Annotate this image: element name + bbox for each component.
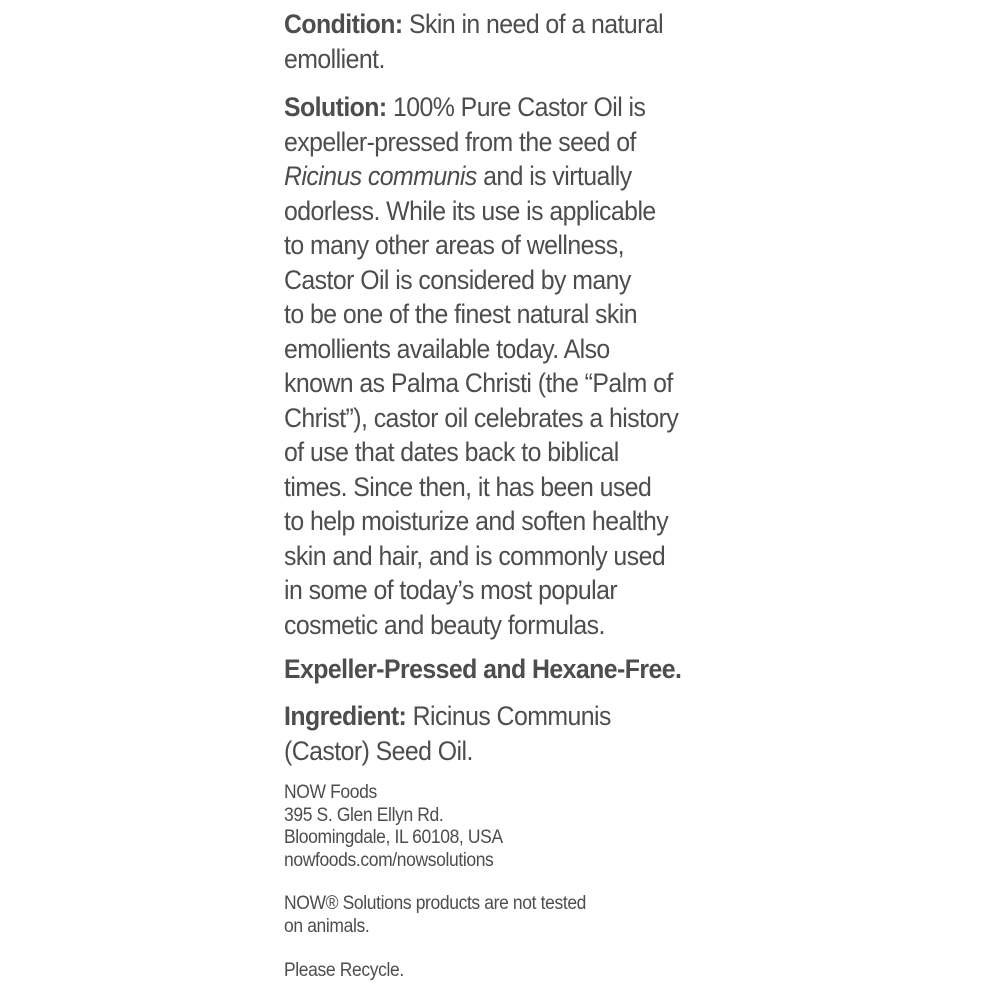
company-name: NOW Foods: [284, 782, 377, 803]
solution-line-8: emollients available today. Also: [284, 333, 610, 364]
expeller-statement: Expeller-Pressed and Hexane-Free.: [284, 654, 682, 684]
condition-section: [284, 7, 696, 76]
solution-line-1: [284, 90, 678, 125]
ingredient-line-2: (Castor) Seed Oil.: [284, 735, 473, 766]
city-state-zip: Bloomingdale, IL 60108, USA: [284, 827, 503, 848]
expeller-statement-section: [284, 652, 716, 687]
solution-line-5: to many other areas of wellness,: [284, 230, 624, 260]
solution-line-11: of use that dates back to biblical: [284, 437, 619, 467]
animal-testing-line-1: NOW® Solutions products are not tested: [284, 893, 587, 914]
animal-testing-notice: [284, 893, 612, 938]
condition-line-1: [284, 7, 663, 42]
solution-label: Solution:: [284, 92, 387, 122]
solution-line-7: to be one of the finest natural skin: [284, 299, 637, 329]
recycle-notice: [284, 960, 414, 983]
solution-line-15: in some of today’s most popular: [284, 575, 618, 605]
species-name: Ricinus communis: [284, 161, 477, 191]
solution-line-10: Christ”), castor oil celebrates a history: [284, 402, 679, 433]
ingredient-line-1: [284, 699, 611, 734]
solution-line-12: times. Since then, it has been used: [284, 471, 652, 502]
solution-line-6: Castor Oil is considered by many: [284, 264, 631, 295]
website-text: nowfoods.com/nowsolutions: [284, 849, 494, 871]
solution-line-9: known as Palma Christi (the “Palm of: [284, 368, 673, 398]
solution-line-3: [284, 159, 678, 194]
solution-line-16: cosmetic and beauty formulas.: [284, 609, 605, 640]
ingredient-section: [284, 699, 639, 768]
animal-testing-line-2: on animals.: [284, 915, 370, 937]
condition-text: Skin in need of a natural: [408, 9, 664, 39]
solution-section: [284, 90, 713, 642]
condition-label: Condition:: [284, 9, 403, 39]
recycle-text: Please Recycle.: [284, 960, 404, 981]
solution-line-2: expeller-pressed from the seed of: [284, 126, 636, 157]
solution-line-3-text: and is virtually: [483, 161, 632, 191]
solution-line-14: skin and hair, and is commonly used: [284, 540, 666, 571]
solution-line-13: to help moisturize and soften healthy: [284, 506, 669, 536]
solution-line-4: odorless. While its use is applicable: [284, 195, 656, 226]
street-address: 395 S. Glen Ellyn Rd.: [284, 804, 444, 826]
ingredient-text: Ricinus Communis: [412, 701, 611, 731]
solution-text: 100% Pure Castor Oil is: [393, 92, 646, 122]
company-address: [284, 782, 522, 872]
ingredient-label: Ingredient:: [284, 701, 407, 731]
condition-line-2: emollient.: [284, 43, 385, 74]
